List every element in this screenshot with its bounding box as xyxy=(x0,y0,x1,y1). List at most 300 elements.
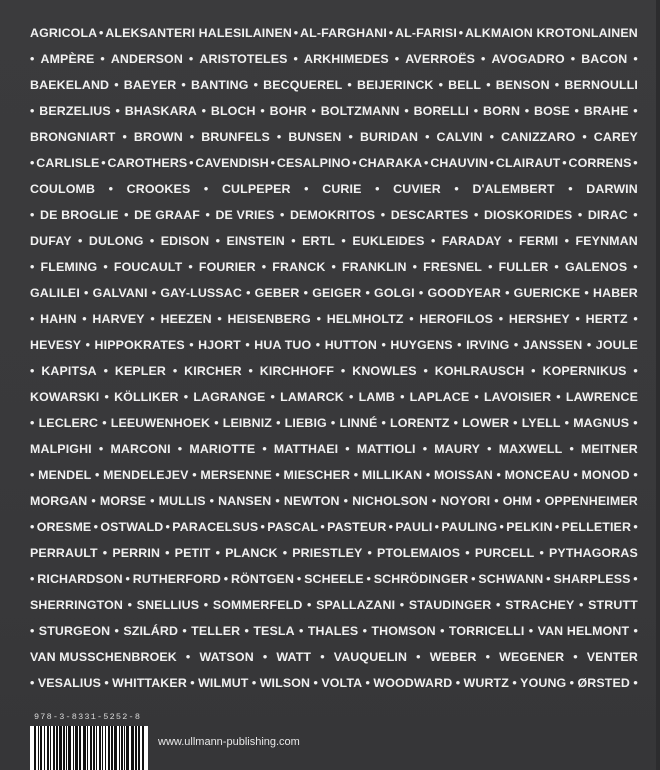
barcode-bar xyxy=(121,726,123,770)
scientist-name: CARLISLE xyxy=(36,156,100,170)
bullet-separator: • xyxy=(189,156,194,170)
bullet-separator: • xyxy=(100,52,105,66)
scientist-name: LECLERC xyxy=(38,416,99,430)
bullet-separator: • xyxy=(303,286,309,300)
scientist-name: ORESME xyxy=(36,520,92,534)
scientist-name: FULLER xyxy=(498,260,549,274)
bullet-separator: • xyxy=(151,286,157,300)
barcode-bar xyxy=(79,726,81,770)
scientist-name: FRANKLIN xyxy=(342,260,407,274)
scientist-name: LAWRENCE xyxy=(565,390,638,404)
bullet-separator: • xyxy=(30,624,35,638)
barcode-bar xyxy=(40,726,42,770)
scientist-name: NANSEN xyxy=(218,494,272,508)
bullet-separator: • xyxy=(341,234,346,248)
scientist-name: MATTHAEI xyxy=(273,442,339,456)
scientist-name: WURTZ xyxy=(463,676,509,690)
bullet-separator: • xyxy=(348,130,353,144)
scientist-name: HELMHOLTZ xyxy=(326,312,404,326)
scientist-name: MAURY xyxy=(434,442,481,456)
bullet-separator: • xyxy=(189,130,195,144)
bullet-separator: • xyxy=(570,52,576,66)
bullet-separator: • xyxy=(313,676,318,690)
bullet-separator: • xyxy=(362,624,368,638)
bullet-separator: • xyxy=(84,286,89,300)
bullet-separator: • xyxy=(114,624,120,638)
bullet-separator: • xyxy=(343,494,349,508)
bullet-separator: • xyxy=(423,364,428,378)
scientist-name: OPPENHEIMER xyxy=(544,494,638,508)
scientist-name: BOLTZMANN xyxy=(320,104,400,118)
name-line xyxy=(30,228,638,254)
bullet-separator: • xyxy=(582,130,587,144)
bullet-separator: • xyxy=(562,156,567,170)
bullet-separator: • xyxy=(489,156,495,170)
scientist-name: COULOMB xyxy=(30,182,96,196)
barcode-bar xyxy=(90,726,92,770)
bullet-separator: • xyxy=(564,416,570,430)
bullet-separator: • xyxy=(353,468,359,482)
bullet-separator: • xyxy=(569,676,575,690)
bullet-separator: • xyxy=(122,130,127,144)
scientist-name: BORELLI xyxy=(413,104,469,118)
scientist-name: RICHARDSON xyxy=(37,572,123,586)
barcode-bar xyxy=(68,726,71,770)
bullet-separator: • xyxy=(276,130,282,144)
bullet-separator: • xyxy=(104,676,109,690)
barcode-bar xyxy=(75,726,78,770)
scientist-name: ANDERSON xyxy=(110,52,183,66)
bullet-separator: • xyxy=(262,650,268,664)
scientist-name: PURCELL xyxy=(474,546,535,560)
scientist-name: LEEUWENHOEK xyxy=(110,416,211,430)
scientist-name: CORRENS xyxy=(568,156,632,170)
bullet-separator: • xyxy=(299,624,304,638)
scientist-name: MARIOTTE xyxy=(189,442,256,456)
scientist-name: WEBER xyxy=(429,650,477,664)
bullet-separator: • xyxy=(115,104,121,118)
bullet-separator: • xyxy=(307,598,312,612)
barcode-bar xyxy=(83,726,86,770)
scientist-name: HEROFILOS xyxy=(419,312,494,326)
scientist-name: FARADAY xyxy=(441,234,502,248)
scientist-name: KIRCHER xyxy=(184,364,242,378)
scientist-name: DESCARTES xyxy=(390,208,469,222)
bullet-separator: • xyxy=(165,546,170,560)
name-line xyxy=(30,670,638,696)
bullet-separator: • xyxy=(400,390,405,404)
scientist-name: VAUQUELIN xyxy=(333,650,408,664)
scientist-name: STRUTT xyxy=(588,598,638,612)
bullet-separator: • xyxy=(304,182,309,196)
bullet-separator: • xyxy=(531,364,536,378)
scientist-name: HEVESY xyxy=(30,338,82,352)
bullet-separator: • xyxy=(454,182,459,196)
barcode-bar xyxy=(105,726,106,770)
barcode-bar xyxy=(126,726,129,770)
bullet-separator: • xyxy=(30,676,35,690)
scientist-name: AL-FARISI xyxy=(395,26,457,40)
scientist-name: SHERRINGTON xyxy=(30,598,123,612)
scientist-name: SPALLAZANI xyxy=(316,598,396,612)
scientist-name: ØRSTED xyxy=(577,676,631,690)
bullet-separator: • xyxy=(554,78,560,92)
name-line xyxy=(30,358,638,384)
scientist-name: IRVING xyxy=(466,338,510,352)
scientist-name: FRANCK xyxy=(272,260,326,274)
name-line xyxy=(30,436,638,462)
barcode-bar xyxy=(96,726,97,770)
scientist-name: VAN MUSSCHENBROEK xyxy=(30,650,177,664)
scientist-name: ERTL xyxy=(302,234,336,248)
bullet-separator: • xyxy=(260,104,265,118)
bullet-separator: • xyxy=(94,468,100,482)
scientist-name: PERRAULT xyxy=(30,546,98,560)
scientist-name: STAUDINGER xyxy=(408,598,492,612)
barcode-bar xyxy=(124,726,125,770)
bullet-separator: • xyxy=(473,208,479,222)
bullet-separator: • xyxy=(30,364,35,378)
scientist-name: MILLIKAN xyxy=(361,468,423,482)
bullet-separator: • xyxy=(93,520,99,534)
name-line xyxy=(30,592,638,618)
scientist-name: OSTWALD xyxy=(100,520,164,534)
scientist-name: KIRCHHOFF xyxy=(259,364,335,378)
bullet-separator: • xyxy=(189,338,194,352)
scientist-name: LINNÉ xyxy=(339,416,378,430)
scientist-name: SHARPLESS xyxy=(553,572,631,586)
bullet-separator: • xyxy=(30,208,35,222)
bullet-separator: • xyxy=(345,442,350,456)
bullet-separator: • xyxy=(183,390,189,404)
scientist-name: KEPLER xyxy=(114,364,167,378)
scientist-name: LEIBNIZ xyxy=(222,416,273,430)
scientist-name: BOHR xyxy=(269,104,307,118)
bullet-separator: • xyxy=(124,208,129,222)
bullet-separator: • xyxy=(215,546,221,560)
bullet-separator: • xyxy=(508,234,513,248)
name-line xyxy=(30,150,638,176)
bullet-separator: • xyxy=(633,208,638,222)
scientist-name: BAEKELAND xyxy=(30,78,110,92)
bullet-separator: • xyxy=(270,390,276,404)
bullet-separator: • xyxy=(554,260,559,274)
scientist-name: KAPITSA xyxy=(41,364,97,378)
scientist-name: MOISSAN xyxy=(434,468,493,482)
scientist-name: ALKMAION KROTONLAINEN xyxy=(464,26,638,40)
scientist-name: MENDEL xyxy=(38,468,92,482)
bullet-separator: • xyxy=(388,520,394,534)
bullet-separator: • xyxy=(217,312,222,326)
bullet-separator: • xyxy=(214,416,219,430)
bullet-separator: • xyxy=(380,208,386,222)
barcode-bar xyxy=(38,726,39,770)
bullet-separator: • xyxy=(539,546,544,560)
barcode-bar xyxy=(66,726,67,770)
scientist-name: BEIJERINCK xyxy=(356,78,434,92)
bullet-separator: • xyxy=(91,494,96,508)
scientist-name: SCHEELE xyxy=(304,572,364,586)
scientist-name: JANSSEN xyxy=(522,338,583,352)
bullet-separator: • xyxy=(633,676,638,690)
barcode-bar xyxy=(114,726,117,770)
bullet-separator: • xyxy=(340,364,346,378)
bullet-separator: • xyxy=(416,650,421,664)
scientist-name: SCHRÖDINGER xyxy=(373,572,469,586)
scientist-name: HABER xyxy=(593,286,638,300)
bullet-separator: • xyxy=(431,494,437,508)
bullet-separator: • xyxy=(496,468,502,482)
bullet-separator: • xyxy=(251,676,257,690)
scientist-name: DIOSKORIDES xyxy=(483,208,573,222)
scientist-name: PARACELSUS xyxy=(172,520,259,534)
scientist-name: CANIZZARO xyxy=(501,130,576,144)
scientist-name: FOUCAULT xyxy=(113,260,183,274)
scientist-name: HUA TUO xyxy=(254,338,312,352)
bullet-separator: • xyxy=(30,572,35,586)
bullet-separator: • xyxy=(633,312,638,326)
bullet-separator: • xyxy=(381,416,386,430)
bullet-separator: • xyxy=(633,572,638,586)
scientist-name: NOYORI xyxy=(440,494,491,508)
scientist-name: FOURIER xyxy=(198,260,256,274)
bullet-separator: • xyxy=(203,182,209,196)
barcode-bar xyxy=(87,726,88,770)
bullet-separator: • xyxy=(365,676,371,690)
scientist-name: DARWIN xyxy=(586,182,638,196)
bullet-separator: • xyxy=(276,416,281,430)
bullet-separator: • xyxy=(311,104,316,118)
bullet-separator: • xyxy=(315,338,321,352)
bullet-separator: • xyxy=(98,442,104,456)
bullet-separator: • xyxy=(82,312,87,326)
bullet-separator: • xyxy=(165,520,171,534)
barcode-graphic xyxy=(30,726,148,770)
barcode-bar xyxy=(108,726,110,770)
bullet-separator: • xyxy=(365,286,370,300)
scientist-name: CAROTHERS xyxy=(107,156,188,170)
bullet-separator: • xyxy=(574,104,579,118)
scientist-name: LAVOISIER xyxy=(483,390,552,404)
bullet-separator: • xyxy=(30,312,35,326)
bullet-separator: • xyxy=(352,156,357,170)
name-line xyxy=(30,618,638,644)
scientist-name: BERZELIUS xyxy=(39,104,111,118)
scientist-name: VESALIUS xyxy=(37,676,101,690)
scientist-name: HAHN xyxy=(40,312,77,326)
bullet-separator: • xyxy=(375,182,380,196)
scientist-name: DE BROGLIE xyxy=(39,208,119,222)
scientist-name: TESLA xyxy=(253,624,295,638)
bullet-separator: • xyxy=(330,416,336,430)
scientist-name: CAREY xyxy=(593,130,638,144)
scientist-name: BRONGNIART xyxy=(30,130,116,144)
cover-edge xyxy=(656,0,660,770)
scientist-name: KNOWLES xyxy=(352,364,417,378)
scientist-name: WILMUT xyxy=(198,676,249,690)
bullet-separator: • xyxy=(279,208,285,222)
scientist-name: AGRICOLA xyxy=(30,26,98,40)
scientist-name: LAPLACE xyxy=(409,390,470,404)
scientist-name: FLEMING xyxy=(40,260,98,274)
bullet-separator: • xyxy=(366,572,371,586)
bullet-separator: • xyxy=(260,520,265,534)
bullet-separator: • xyxy=(367,546,372,560)
scientist-name: RÖNTGEN xyxy=(231,572,295,586)
scientist-name: CUVIER xyxy=(393,182,441,196)
bullet-separator: • xyxy=(347,78,352,92)
bullet-separator: • xyxy=(275,494,280,508)
scientist-name: KOPERNIKUS xyxy=(542,364,627,378)
bullet-separator: • xyxy=(150,494,155,508)
bullet-separator: • xyxy=(30,156,35,170)
scientist-name: KÖLLIKER xyxy=(114,390,179,404)
scientist-name: AL-FARGHANI xyxy=(300,26,387,40)
name-line xyxy=(30,514,638,540)
scientist-name: HERSHEY xyxy=(508,312,570,326)
scientist-name: LAMB xyxy=(358,390,395,404)
bullet-separator: • xyxy=(584,286,589,300)
bullet-separator: • xyxy=(409,312,414,326)
bullet-separator: • xyxy=(177,442,183,456)
scientist-name: RUTHERFORD xyxy=(132,572,222,586)
bullet-separator: • xyxy=(586,338,592,352)
barcode-bar xyxy=(99,726,101,770)
scientist-name: MATTIOLI xyxy=(356,442,416,456)
scientist-name: CLAIRAUT xyxy=(495,156,561,170)
name-line xyxy=(30,410,638,436)
scientist-name: EINSTEIN xyxy=(226,234,285,248)
bullet-separator: • xyxy=(399,598,405,612)
name-line xyxy=(30,98,638,124)
scientist-name: CESALPINO xyxy=(276,156,351,170)
scientist-name: BACON xyxy=(581,52,628,66)
barcode-bar xyxy=(138,726,140,770)
bullet-separator: • xyxy=(457,338,462,352)
scientist-name: PAULING xyxy=(441,520,498,534)
bullet-separator: • xyxy=(108,182,114,196)
bullet-separator: • xyxy=(425,130,430,144)
bullet-separator: • xyxy=(30,468,35,482)
scientist-name: GALILEI xyxy=(30,286,80,300)
scientist-name: HUYGENS xyxy=(390,338,453,352)
scientist-name: JOULE xyxy=(595,338,638,352)
scientist-name: GOODYEAR xyxy=(427,286,501,300)
scientist-name: CAVENDISH xyxy=(195,156,269,170)
scientist-name: MIESCHER xyxy=(283,468,351,482)
bullet-separator: • xyxy=(425,468,431,482)
scientist-name: TORRICELLI xyxy=(448,624,525,638)
bullet-separator: • xyxy=(424,156,429,170)
scientist-name: MERSENNE xyxy=(200,468,272,482)
name-line xyxy=(30,202,638,228)
scientist-name: OHM xyxy=(502,494,533,508)
bullet-separator: • xyxy=(573,650,578,664)
scientist-name: MORSE xyxy=(99,494,147,508)
barcode-bar xyxy=(34,726,36,770)
scientist-name: CURIE xyxy=(322,182,362,196)
scientist-name: PELLETIER xyxy=(561,520,632,534)
scientist-name: GOLGI xyxy=(374,286,415,300)
scientist-name: MAXWELL xyxy=(498,442,563,456)
bullet-separator: • xyxy=(494,494,499,508)
bullet-separator: • xyxy=(188,52,194,66)
name-line xyxy=(30,306,638,332)
scientist-names-list xyxy=(30,20,638,696)
barcode-bar xyxy=(59,726,62,770)
scientist-name: PRIESTLEY xyxy=(292,546,363,560)
scientist-name: MEITNER xyxy=(581,442,638,456)
scientist-name: THOMSON xyxy=(371,624,436,638)
bullet-separator: • xyxy=(536,494,541,508)
barcode xyxy=(30,726,148,770)
scientist-name: MONCEAU xyxy=(504,468,570,482)
scientist-name: BUNSEN xyxy=(288,130,342,144)
bullet-separator: • xyxy=(150,312,155,326)
bullet-separator: • xyxy=(181,78,186,92)
bullet-separator: • xyxy=(203,598,209,612)
scientist-name: MALPIGHI xyxy=(30,442,92,456)
bullet-separator: • xyxy=(513,416,518,430)
bullet-separator: • xyxy=(209,494,215,508)
scientist-name: KOWARSKI xyxy=(30,390,100,404)
bullet-separator: • xyxy=(30,52,35,66)
scientist-name: VOLTA xyxy=(321,676,363,690)
bullet-separator: • xyxy=(488,260,493,274)
scientist-name: CROOKES xyxy=(126,182,191,196)
scientist-name: NICHOLSON xyxy=(352,494,428,508)
bullet-separator: • xyxy=(633,104,638,118)
bullet-separator: • xyxy=(320,650,325,664)
barcode-bar xyxy=(131,726,134,770)
scientist-name: DE VRIES xyxy=(215,208,275,222)
scientist-name: GAY-LUSSAC xyxy=(160,286,242,300)
bullet-separator: • xyxy=(149,234,155,248)
name-line xyxy=(30,176,638,202)
bullet-separator: • xyxy=(99,26,104,40)
bullet-separator: • xyxy=(245,338,250,352)
bullet-separator: • xyxy=(188,260,193,274)
bullet-separator: • xyxy=(554,520,560,534)
scientist-name: PTOLEMAIOS xyxy=(377,546,461,560)
scientist-name: BHASKARA xyxy=(124,104,197,118)
scientist-name: GEIGER xyxy=(312,286,362,300)
bullet-separator: • xyxy=(381,338,386,352)
scientist-name: PAULI xyxy=(395,520,433,534)
name-line xyxy=(30,566,638,592)
scientist-name: LAMARCK xyxy=(280,390,344,404)
name-line xyxy=(30,644,638,670)
scientist-name: BROWN xyxy=(133,130,183,144)
bullet-separator: • xyxy=(394,52,400,66)
bullet-separator: • xyxy=(190,676,195,690)
scientist-name: BORN xyxy=(482,104,521,118)
bullet-separator: • xyxy=(485,650,491,664)
bullet-separator: • xyxy=(275,468,280,482)
bullet-separator: • xyxy=(316,312,322,326)
barcode-bar xyxy=(135,726,137,770)
bullet-separator: • xyxy=(458,26,464,40)
scientist-name: DUFAY xyxy=(30,234,72,248)
bullet-separator: • xyxy=(633,624,638,638)
scientist-name: PLANCK xyxy=(225,546,278,560)
bullet-separator: • xyxy=(473,104,479,118)
bullet-separator: • xyxy=(102,416,107,430)
scientist-name: WATT xyxy=(276,650,312,664)
barcode-bar xyxy=(119,726,120,770)
bullet-separator: • xyxy=(495,598,501,612)
bullet-separator: • xyxy=(556,390,561,404)
